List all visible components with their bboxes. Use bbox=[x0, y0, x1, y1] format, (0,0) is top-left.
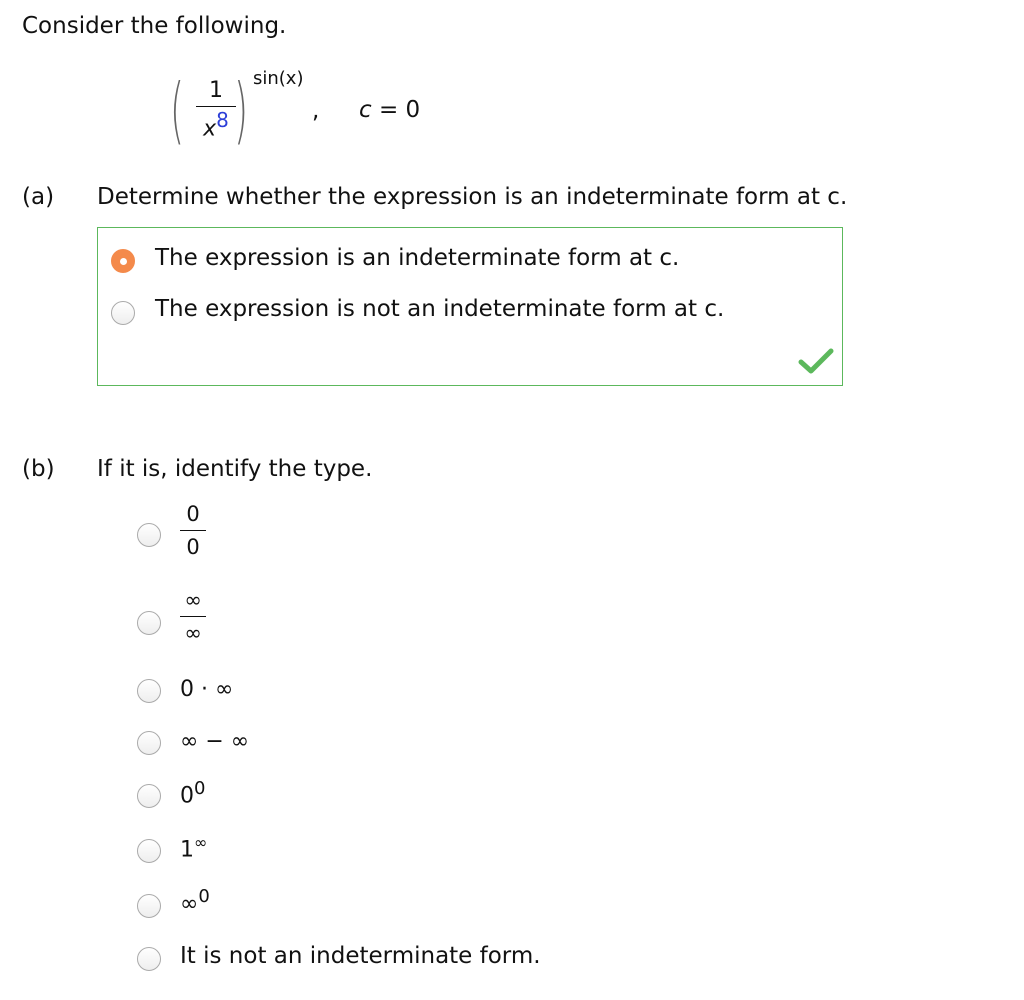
option-inf-minus-inf[interactable]: ∞ − ∞ bbox=[180, 729, 250, 754]
part-b-question: If it is, identify the type. bbox=[97, 456, 373, 482]
numerator: 0 bbox=[186, 502, 200, 526]
left-paren: ( bbox=[170, 68, 185, 152]
radio-zero-over-zero[interactable] bbox=[137, 523, 161, 547]
radio-zero-to-zero[interactable] bbox=[137, 784, 161, 808]
base: 0 bbox=[180, 783, 194, 809]
option-inf-to-zero[interactable] bbox=[180, 886, 210, 916]
part-a-answer-box bbox=[97, 227, 843, 386]
base: 1 bbox=[180, 837, 194, 863]
radio-inf-to-zero[interactable] bbox=[137, 894, 161, 918]
radio-one-to-inf[interactable] bbox=[137, 839, 161, 863]
option-not-indeterminate-form[interactable]: It is not an indeterminate form. bbox=[180, 943, 541, 969]
radio-inf-over-inf[interactable] bbox=[137, 611, 161, 635]
radio-inf-minus-inf[interactable] bbox=[137, 731, 161, 755]
exponent: 0 bbox=[194, 778, 206, 799]
c-label: c bbox=[359, 97, 372, 123]
option-zero-over-zero[interactable] bbox=[180, 502, 206, 559]
option-zero-to-zero[interactable] bbox=[180, 778, 205, 808]
option-indeterminate-label[interactable]: The expression is an indeterminate form at c. bbox=[155, 245, 680, 271]
numerator: ∞ bbox=[184, 588, 202, 612]
numerator: 1 bbox=[209, 78, 223, 103]
option-zero-times-inf[interactable]: 0 · ∞ bbox=[180, 677, 234, 702]
c-equals: = 0 bbox=[378, 97, 421, 123]
radio-indeterminate[interactable] bbox=[111, 249, 135, 273]
radio-not-indeterminate[interactable] bbox=[111, 301, 135, 325]
option-inf-over-inf[interactable] bbox=[180, 588, 206, 645]
exponent: 0 bbox=[198, 886, 210, 907]
radio-not-indeterminate-form[interactable] bbox=[137, 947, 161, 971]
comma: , bbox=[312, 98, 320, 124]
right-paren: ) bbox=[234, 68, 249, 152]
checkmark-icon bbox=[798, 348, 834, 374]
denominator: 0 bbox=[186, 535, 200, 559]
exponent: ∞ bbox=[194, 833, 208, 852]
c-value bbox=[359, 97, 420, 123]
part-a-question: Determine whether the expression is an indeterminate form at c. bbox=[97, 184, 848, 210]
denominator-base: x bbox=[203, 116, 217, 142]
base: ∞ bbox=[180, 891, 199, 917]
denominator: ∞ bbox=[184, 621, 202, 645]
part-b-label: (b) bbox=[22, 456, 55, 482]
denominator bbox=[196, 108, 236, 141]
option-one-to-inf[interactable] bbox=[180, 833, 207, 862]
part-a-label: (a) bbox=[22, 184, 55, 210]
option-not-indeterminate-label[interactable]: The expression is not an indeterminate form at c. bbox=[155, 296, 725, 322]
power: sin(x) bbox=[253, 68, 304, 89]
intro-text: Consider the following. bbox=[22, 13, 287, 39]
radio-zero-times-inf[interactable] bbox=[137, 679, 161, 703]
denominator-exponent: 8 bbox=[216, 108, 229, 132]
